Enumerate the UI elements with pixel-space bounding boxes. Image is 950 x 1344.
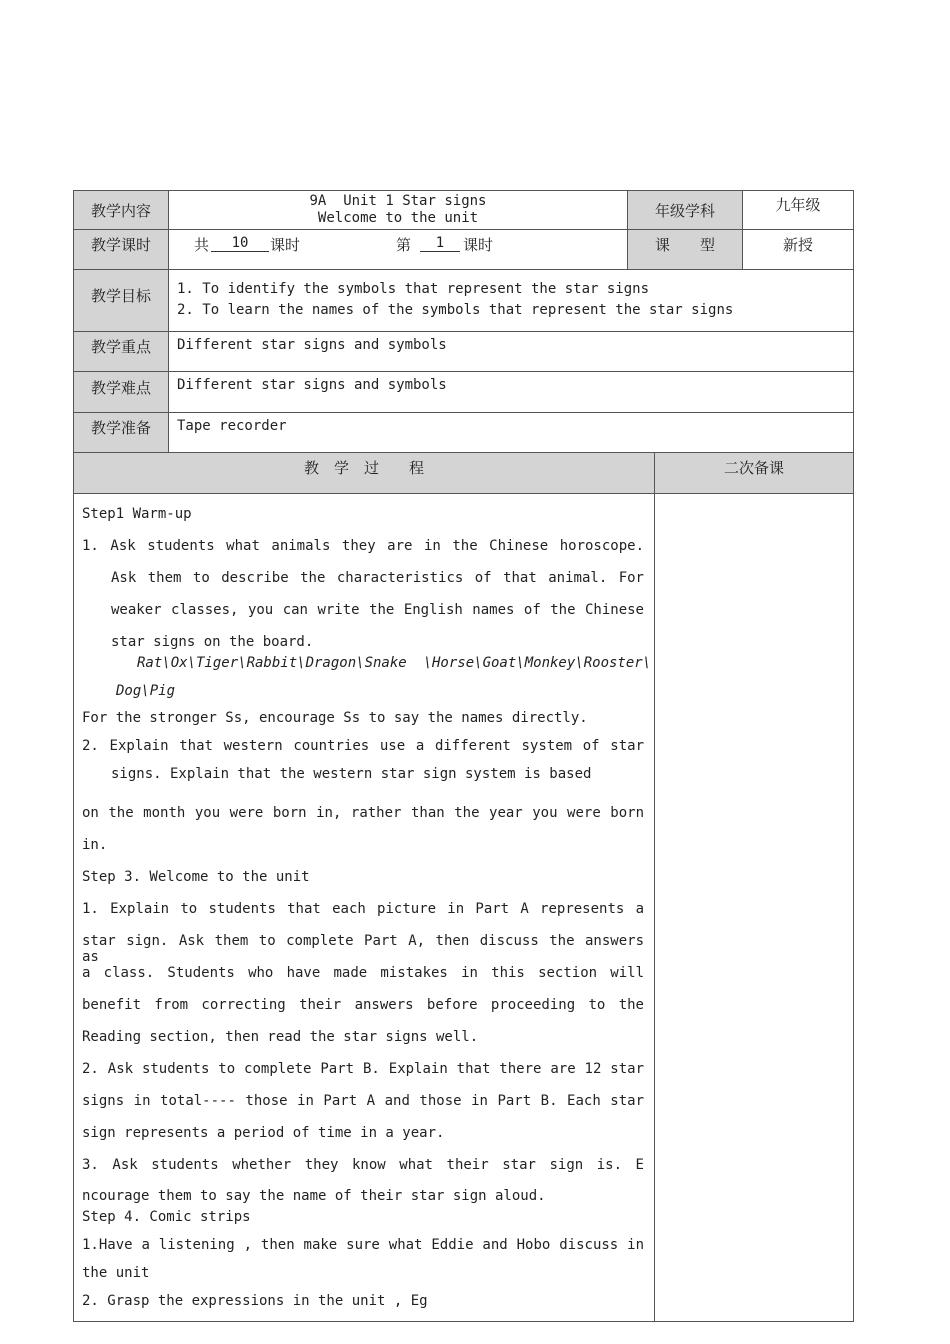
grade-subject-value: 九年级: [775, 196, 821, 214]
second-prep-header: 二次备课: [723, 459, 784, 477]
process-line-text: Ask them to describe the characteristics of that animal. For: [111, 570, 644, 586]
preparation-value: Tape recorder: [177, 418, 287, 434]
process-line: ncourage them to say the name of their star sign aloud.: [82, 1188, 546, 1204]
process-line: [111, 602, 644, 618]
lesson-type-label: 课 型: [654, 236, 715, 254]
step4-heading: Step 4. Comic strips: [82, 1209, 251, 1225]
second-prep-body-cell: [654, 493, 854, 1322]
process-line: 2. Grasp the expressions in the unit , Eg: [82, 1293, 428, 1309]
preparation-label: 教学准备: [90, 419, 151, 437]
process-line: signs in total---- those in Part A and those in Part B. Each star: [82, 1093, 644, 1109]
process-line: For the stronger Ss, encourage Ss to say the names directly.: [82, 710, 588, 726]
process-line: star signs on the board.: [111, 634, 314, 650]
process-header: 教 学 过 程: [303, 459, 424, 477]
total-hours-suffix: 课时: [270, 236, 301, 254]
process-line: [111, 570, 644, 586]
content-label: 教学内容: [90, 202, 151, 220]
difficulties-label: 教学难点: [90, 379, 151, 397]
process-line: 1.Have a listening , then make sure what Eddie and Hobo discuss in: [82, 1237, 644, 1253]
process-line-text: weaker classes, you can write the English names of the Chinese: [111, 602, 644, 618]
process-line: benefit from correcting their answers before proceeding to the: [82, 997, 644, 1013]
process-line: the unit: [82, 1265, 150, 1281]
step3-heading: Step 3. Welcome to the unit: [82, 869, 310, 885]
total-hours-value: 10: [211, 235, 269, 252]
lesson-title-line2: Welcome to the unit: [317, 210, 479, 226]
process-line: sign represents a period of time in a year.: [82, 1125, 445, 1141]
current-hour-value: 1: [420, 235, 460, 252]
process-line: on the month you were born in, rather than the year you were born: [82, 805, 644, 821]
lesson-title-line1: 9A Unit 1 Star signs: [309, 193, 487, 209]
process-line: 2. Ask students to complete Part B. Explain that there are 12 star: [82, 1061, 644, 1077]
current-hour-prefix: 第: [396, 236, 412, 254]
hours-label: 教学课时: [90, 236, 151, 254]
process-line: 2. Explain that western countries use a different system of star: [82, 738, 644, 754]
current-hour-suffix: 课时: [463, 236, 494, 254]
process-line: star sign. Ask them to complete Part A, then discuss the answers as: [82, 933, 644, 965]
process-line: 1. Ask students what animals they are in the Chinese horoscope.: [82, 538, 644, 554]
key-points-value: Different star signs and symbols: [177, 337, 447, 353]
lesson-type-value: 新授: [782, 236, 813, 254]
animal-list-end: Dog\Pig: [116, 683, 176, 699]
total-hours-prefix: 共: [194, 236, 210, 254]
process-line: signs. Explain that the western star sign system is based: [111, 766, 592, 782]
process-line: 3. Ask students whether they know what their star sign is. E: [82, 1157, 644, 1173]
grade-subject-label: 年级学科: [654, 202, 715, 220]
objective-2: 2. To learn the names of the symbols that represent the star signs: [177, 302, 734, 318]
step1-heading: Step1 Warm-up: [82, 506, 192, 522]
process-line: Reading section, then read the star signs well.: [82, 1029, 479, 1045]
key-points-label: 教学重点: [90, 338, 151, 356]
process-line: in.: [82, 837, 108, 853]
animal-list: Rat\Ox\Tiger\Rabbit\Dragon\Snake \Horse\Goat\Monkey\Rooster\: [137, 655, 652, 671]
objectives-cell: [168, 269, 854, 332]
difficulties-value: Different star signs and symbols: [177, 377, 447, 393]
objective-1: 1. To identify the symbols that represent the star signs: [177, 281, 650, 297]
objectives-label: 教学目标: [90, 287, 151, 305]
process-line: a class. Students who have made mistakes in this section will: [82, 965, 644, 981]
process-line: 1. Explain to students that each picture in Part A represents a: [82, 901, 644, 917]
